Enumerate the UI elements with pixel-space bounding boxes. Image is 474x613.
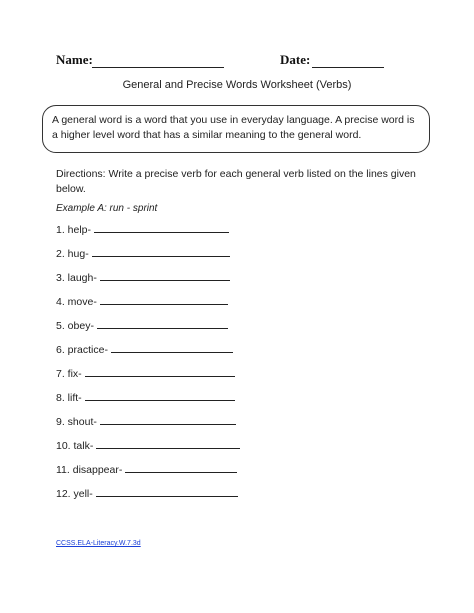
item-label: 5. obey- <box>56 320 94 332</box>
list-item <box>56 415 236 435</box>
name-label: Name: <box>56 52 93 67</box>
name-date-header <box>0 52 474 72</box>
item-label: 4. move- <box>56 296 97 308</box>
directions-text: Directions: Write a precise verb for each general verb listed on the lines given below. <box>56 168 416 195</box>
list-item <box>56 271 230 291</box>
worksheet-title: General and Precise Words Worksheet (Verbs) <box>122 79 352 91</box>
date-label: Date: <box>280 52 311 67</box>
answer-line[interactable] <box>96 439 240 449</box>
item-label: 3. laugh- <box>56 272 97 284</box>
item-label: 2. hug- <box>56 248 89 260</box>
item-label: 12. yell- <box>56 488 93 500</box>
list-item <box>56 343 233 363</box>
answer-line[interactable] <box>111 343 233 353</box>
date-field-line[interactable] <box>312 67 384 68</box>
answer-line[interactable] <box>97 319 228 329</box>
answer-line[interactable] <box>85 367 235 377</box>
name-field-line[interactable] <box>92 67 224 68</box>
answer-line[interactable] <box>92 247 230 257</box>
list-item <box>56 367 235 387</box>
answer-line[interactable] <box>100 415 236 425</box>
item-label: 6. practice- <box>56 344 108 356</box>
item-label: 11. disappear- <box>56 464 123 476</box>
item-label: 10. talk- <box>56 440 94 452</box>
answer-line[interactable] <box>96 487 238 497</box>
list-item <box>56 391 235 411</box>
answer-line[interactable] <box>100 271 230 281</box>
answer-line[interactable] <box>94 223 229 233</box>
answer-line[interactable] <box>85 391 235 401</box>
item-label: 7. fix- <box>56 368 82 380</box>
list-item <box>56 247 230 267</box>
list-item <box>56 487 238 507</box>
item-label: 1. help- <box>56 224 92 236</box>
list-item <box>56 463 237 483</box>
standard-link[interactable]: CCSS.ELA-Literacy.W.7.3d <box>56 540 141 547</box>
list-item <box>56 439 240 459</box>
list-item <box>56 295 228 315</box>
example-text: Example A: run - sprint <box>56 203 158 214</box>
item-label: 8. lift- <box>56 392 82 404</box>
list-item <box>56 223 229 243</box>
item-label: 9. shout- <box>56 416 97 428</box>
answer-line[interactable] <box>125 463 237 473</box>
answer-line[interactable] <box>100 295 228 305</box>
list-item <box>56 319 228 339</box>
definition-box: A general word is a word that you use in everyday language. A precise word is a higher level word that has a similar meaning to the general word. <box>42 105 430 153</box>
